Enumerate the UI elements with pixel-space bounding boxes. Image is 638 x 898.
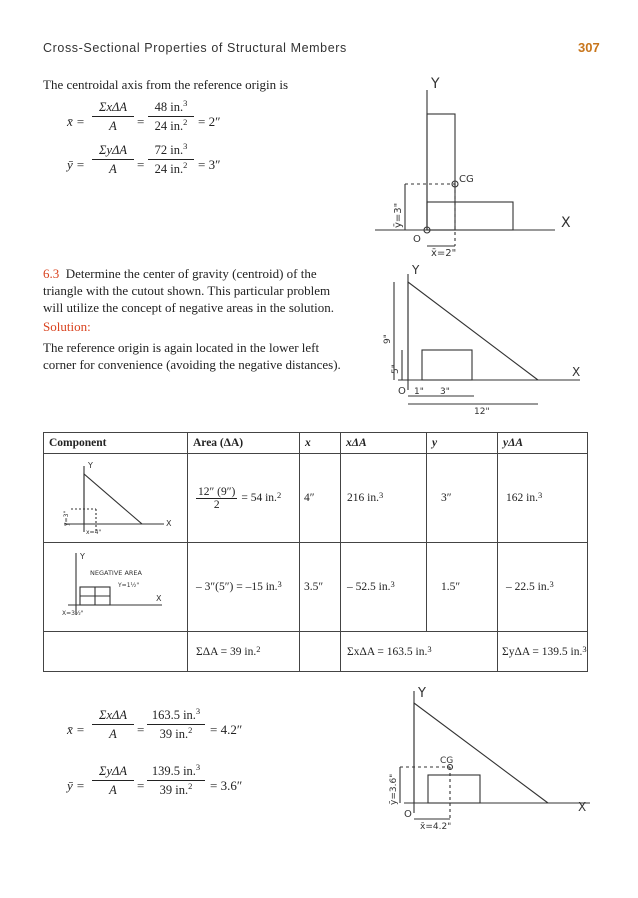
total-xda: ΣxΔA = 163.5 in.$^3$ (341, 632, 498, 672)
svg-text:Y=1½": Y=1½" (118, 582, 140, 589)
eq1-ybar-lhs: ȳ = (67, 157, 85, 172)
sketch2-w3-label: 3" (440, 387, 450, 397)
xda-cell: 216 in.$^3$ (341, 454, 427, 543)
sketch1-y-label: Y (431, 76, 440, 92)
sketch-final-cg (370, 685, 600, 835)
problem-text: Determine the center of gravity (centroid) of the triangle with the cutout shown. This particular problem will utilize the concept of negative areas in the solution. (43, 266, 334, 315)
sketch1-x-label: X (561, 215, 571, 231)
area-cell: $\frac{12'' (9'')}{2}$ = 54 in.$^2$ (188, 454, 300, 543)
table-header-row (44, 433, 588, 454)
svg-text:y=3": y=3" (63, 510, 70, 526)
svg-text:NEGATIVE AREA: NEGATIVE AREA (90, 569, 142, 577)
intro-text: The centroidal axis from the reference origin is (43, 77, 289, 92)
sketch2-h5-label: 5" (391, 364, 401, 374)
total-yda: ΣyΔA = 139.5 in.$^3$ (498, 632, 588, 672)
sketch3-xbar-label: x̄=4.2" (420, 822, 452, 832)
problem-number: 6.3 (43, 266, 60, 281)
y-cell: 3″ (427, 454, 498, 543)
table-row (44, 454, 588, 543)
eq1-xbar-frac2: $\frac{48 in.^3}{24 in.^2}$ (148, 100, 194, 134)
sketch2-h9-label: 9" (383, 334, 393, 344)
x-cell: 4″ (300, 454, 341, 543)
yda-cell: – 22.5 in.$^3$ (498, 543, 588, 632)
problem-statement (43, 265, 348, 316)
svg-text:X: X (166, 519, 172, 528)
sketch1-xbar-label: x̄=2" (431, 248, 457, 259)
solution-text: The reference origin is again located in the lower left corner for convenience (avoiding the negative distances). (43, 340, 341, 372)
sketch-l-shape (355, 70, 595, 260)
sketch1-cg-label: CG (459, 174, 474, 185)
table-row (44, 543, 588, 632)
page-number: 307 (578, 40, 600, 55)
yda-cell: 162 in.$^3$ (498, 454, 588, 543)
sketch3-o-label: O (404, 809, 412, 820)
eq2-xbar-lhs: x̄ = (67, 722, 85, 737)
total-area: ΣΔA = 39 in.$^2$ (188, 632, 300, 672)
eq1-ybar-frac2: $\frac{72 in.^3}{24 in.^2}$ (148, 143, 194, 177)
col-header-xda: xΔA (341, 433, 427, 454)
col-header-component: Component (44, 433, 188, 454)
svg-text:X=3½": X=3½" (62, 610, 84, 617)
sketch2-w1-label: 1" (414, 387, 424, 397)
sketch-triangle-cutout (370, 262, 595, 427)
svg-text:x=4": x=4" (86, 529, 102, 536)
sketch2-x-label: X (572, 365, 581, 379)
eq1-xbar-lhs: x̄ = (67, 114, 85, 129)
sketch1-o-label: O (413, 234, 421, 245)
col-header-x: x (300, 433, 341, 454)
x-cell: 3.5″ (300, 543, 341, 632)
running-title: Cross-Sectional Properties of Structural Members (43, 41, 347, 55)
col-header-y: y (427, 433, 498, 454)
xda-cell: – 52.5 in.$^3$ (341, 543, 427, 632)
sketch2-y-label: Y (412, 263, 420, 277)
components-table (43, 432, 588, 672)
sketch2-o-label: O (398, 386, 406, 397)
solution-label: Solution: (43, 319, 91, 334)
sketch3-cg-label: CG (440, 756, 454, 766)
col-header-area: Area (ΔA) (188, 433, 300, 454)
eq1-ybar-frac1: ΣyΔA A (92, 143, 134, 177)
area-cell: – 3″(5″) = –15 in.$^3$ (188, 543, 300, 632)
component-sketch-cutout (44, 543, 188, 632)
sketch1-ybar-label: ȳ=3" (393, 202, 404, 228)
sketch3-ybar-label: ȳ=3.6" (389, 773, 399, 805)
eq1-xbar-frac1: ΣxΔA A (92, 100, 134, 134)
svg-text:Y: Y (88, 461, 93, 470)
svg-text:Y: Y (80, 552, 85, 561)
sketch2-w12-label: 12" (474, 407, 490, 417)
y-cell: 1.5″ (427, 543, 498, 632)
component-sketch-triangle (44, 454, 188, 543)
sketch3-y-label: Y (418, 686, 426, 701)
eq2-ybar-lhs: ȳ = (67, 778, 85, 793)
svg-text:X: X (156, 594, 162, 603)
col-header-yda: yΔA (498, 433, 588, 454)
sketch3-x-label: X (578, 800, 587, 814)
table-totals-row (44, 632, 588, 672)
